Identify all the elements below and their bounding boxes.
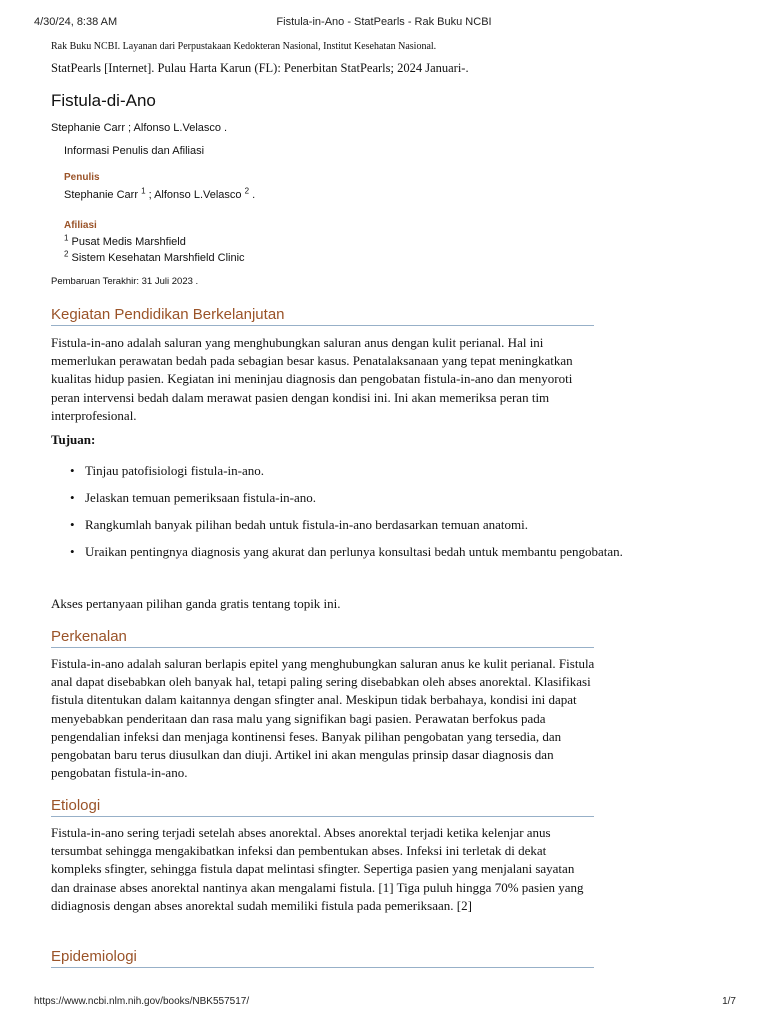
print-page-number: 1/7 <box>722 996 736 1007</box>
affiliation-2 <box>64 249 245 264</box>
authors-line[interactable]: Stephanie Carr ; Alfonso L.Velasco . <box>51 122 228 134</box>
authors-detail <box>64 186 256 201</box>
objective-text: Tinjau patofisiologi fistula-in-ano. <box>85 463 264 478</box>
print-datetime: 4/30/24, 8:38 AM <box>34 16 118 28</box>
authors-end: . <box>249 189 256 201</box>
section-heading-cme: Kegiatan Pendidikan Berkelanjutan <box>51 306 285 323</box>
bullet-icon: • <box>70 516 75 532</box>
author-2-sup: 2 <box>244 186 250 196</box>
section-epidemiology <box>51 948 594 968</box>
affiliation-1 <box>64 233 186 248</box>
objective-text: Rangkumlah banyak pilihan bedah untuk fistula-in-ano berdasarkan temuan anatomi. <box>85 516 528 532</box>
section-heading-etiology: Etiologi <box>51 797 101 814</box>
section-etiology <box>51 797 594 817</box>
print-page-title: Fistula-in-Ano - StatPearls - Rak Buku NCBI <box>276 16 492 28</box>
last-update: Pembaruan Terakhir: 31 Juli 2023 . <box>51 276 199 287</box>
article-title: Fistula-di-Ano <box>51 91 156 110</box>
author-2-name[interactable]: ; Alfonso L.Velasco <box>145 189 242 201</box>
author-info-toggle[interactable]: Informasi Penulis dan Afiliasi <box>64 145 205 157</box>
affiliations-label: Afiliasi <box>64 220 97 231</box>
intro-paragraph: Fistula-in-ano adalah saluran berlapis epitel yang menghubungkan saluran anus ke kulit perianal. Fistula anal dapat disebabkan oleh banyak hal, tetapi paling sering disebabkan oleh abses anorektal. Klasifikasi fistula ditentukan dalam kaitannya dengan sfingter anal. Meskipun tidak berbahaya, kondisi ini dapat menyebabkan penderitaan dan rasa malu yang signifikan bagi pasien. Perawatan berfokus pada pengendalian infeksi dan menjaga kontinensi feses. Banyak pilihan pengobatan yang tersedia, dan pengobatan baru terus diusulkan dan diuji. Artikel ini akan mengulas prinsip dasar diagnosis dan pengobatan fistula-in-ano. <box>51 656 595 781</box>
section-heading-epidemiology: Epidemiologi <box>51 948 137 965</box>
section-heading-intro: Perkenalan <box>51 628 127 645</box>
affiliation-2-num: 2 <box>64 249 69 259</box>
objective-text: Jelaskan temuan pemeriksaan fistula-in-ano. <box>85 489 317 505</box>
author-1-name[interactable]: Stephanie Carr <box>64 189 138 201</box>
etiology-paragraph: Fistula-in-ano sering terjadi setelah abses anorektal. Abses anorektal terjadi ketika kelenjar anus tersumbat sehingga mengakibatkan infeksi dan pembentukan abses. Infeksi ini terletak di dekat kompleks sfingter, sehingga fistula dapat melintasi sfingter. Sepertiga pasien yang menjalani sayatan dan drainase abses anorektal nantinya akan mengalami fistula. [1] Tiga puluh hingga 70% pasien yang didiagnosis dengan abses anorektal sudah memiliki fistula pada pemeriksaan. [2] <box>51 825 584 913</box>
list-item <box>70 543 630 561</box>
authors-label: Penulis <box>64 172 100 183</box>
objectives-list <box>51 462 630 570</box>
list-item <box>70 516 630 534</box>
affiliation-2-text: Sistem Kesehatan Marshfield Clinic <box>68 252 245 264</box>
bullet-icon: • <box>70 489 75 505</box>
bullet-icon: • <box>70 543 75 559</box>
cme-paragraph: Fistula-in-ano adalah saluran yang menghubungkan saluran anus dengan kulit perianal. Hal ini memerlukan perawatan bedah pada sebagian besar kasus. Penatalaksanaan yang tepat meningkatkan kualitas hidup pasien. Kegiatan ini meninjau diagnosis dan pengobatan fistula-in-ano dan menyoroti peran intervensi bedah dalam merawat pasien dengan kondisi ini. Ini akan memeriksa peran tim interprofesional. <box>51 335 573 423</box>
access-questions-link[interactable]: Akses pertanyaan pilihan ganda gratis tentang topik ini. <box>51 596 341 611</box>
affiliation-1-num: 1 <box>64 233 69 243</box>
source-line: Rak Buku NCBI. Layanan dari Perpustakaan Kedokteran Nasional, Institut Kesehatan Nasional. <box>51 41 437 52</box>
list-item <box>70 462 630 480</box>
bullet-icon: • <box>70 463 75 478</box>
section-intro <box>51 628 594 648</box>
affiliation-1-text: Pusat Medis Marshfield <box>68 236 186 248</box>
objective-text: Uraikan pentingnya diagnosis yang akurat dan perlunya konsultasi bedah untuk membantu pengobatan. <box>85 543 623 559</box>
section-cme <box>51 306 594 326</box>
list-item <box>70 489 630 507</box>
citation: StatPearls [Internet]. Pulau Harta Karun (FL): Penerbitan StatPearls; 2024 Januari-. <box>51 61 469 75</box>
author-1-sup: 1 <box>141 186 146 196</box>
objectives-label: Tujuan: <box>51 432 96 447</box>
print-url: https://www.ncbi.nlm.nih.gov/books/NBK557517/ <box>34 996 250 1007</box>
